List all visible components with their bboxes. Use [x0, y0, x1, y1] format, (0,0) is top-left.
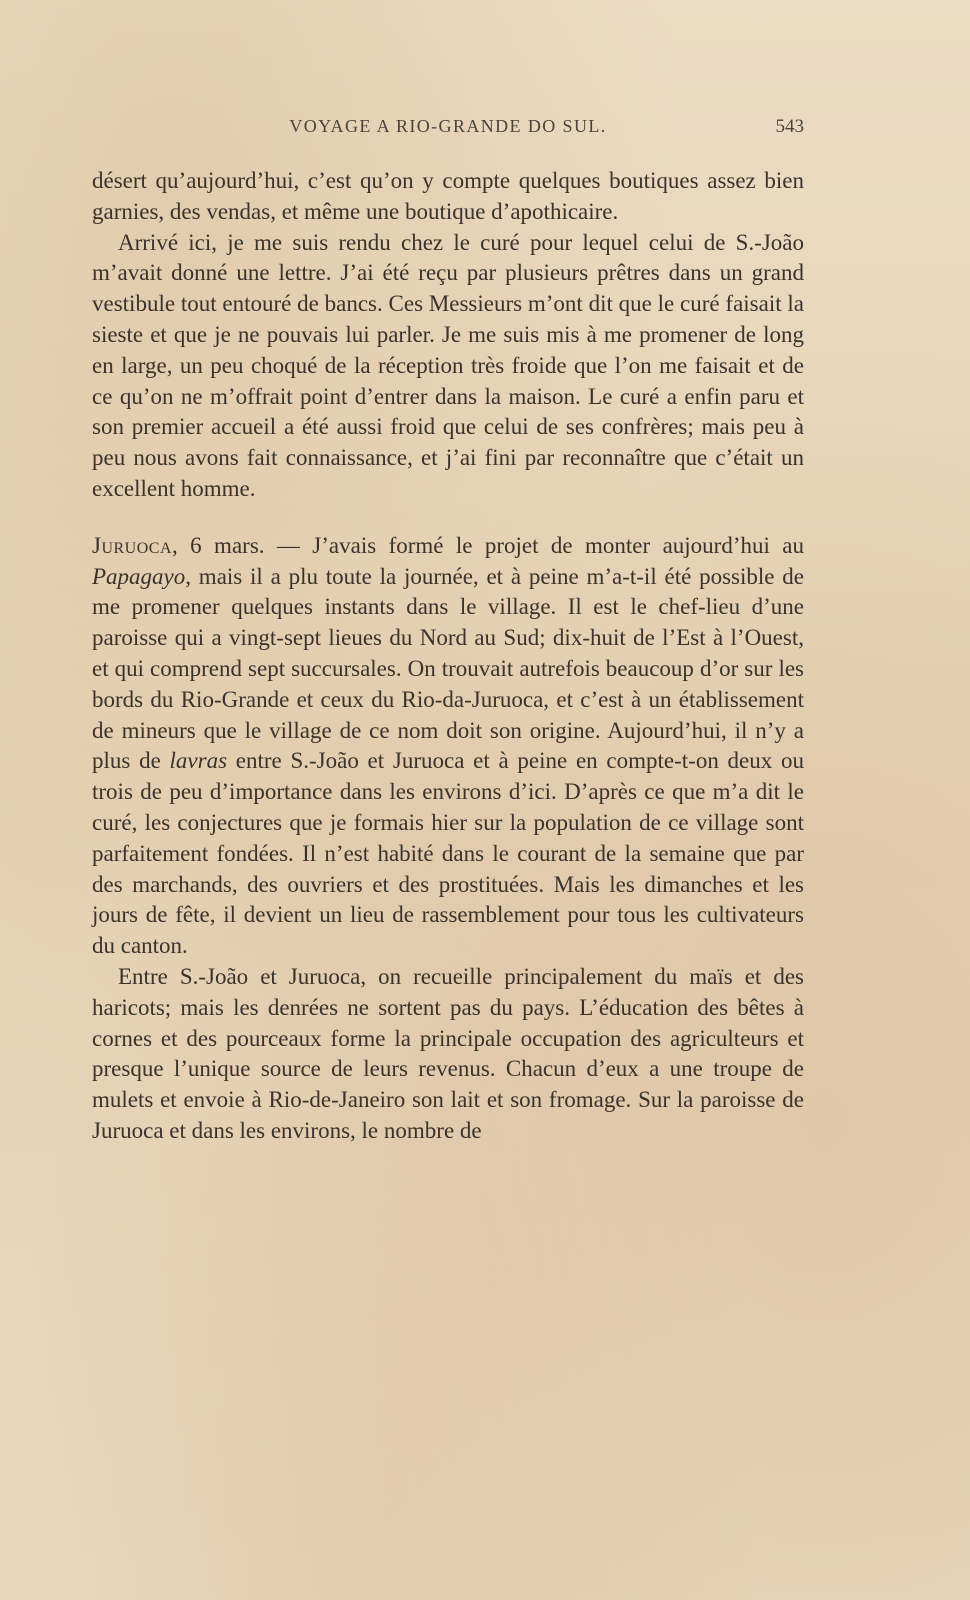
italic-term-papagayo: Papagayo, — [92, 563, 192, 589]
italic-term-lavras: lavras — [169, 748, 228, 774]
paragraph-3 — [92, 531, 804, 962]
paragraph-3-text-a: , 6 mars. — J’avais formé le projet de monter aujourd’hui au — [172, 532, 804, 558]
paragraph-3-text-c: entre S.-João et Juruoca et à peine en compte-t-on deux ou trois de peu d’importance dans les environs d’ici. D’après ce que m’a dit le curé, les conjectures que je formais hier sur la population de ce village sont parfaitement fondées. Il n’est habité dans le courant de la semaine que par des marchands, des ouvriers et des prostituées. Mais les dimanches et les jours de fête, il devient un lieu de rassemblement pour tous les cultivateurs du canton. — [92, 748, 804, 959]
page-number: 543 — [775, 116, 804, 137]
place-name: Juruoca — [92, 532, 173, 558]
paragraph-1: désert qu’aujourd’hui, c’est qu’on y compte quelques boutiques assez bien garnies, des vendas, et même une boutique d’apothicaire. — [92, 168, 804, 224]
running-title: VOYAGE A RIO-GRANDE DO SUL. — [289, 116, 607, 136]
paragraph-3-text-b: mais il a plu toute la journée, et à peine m’a-t-il été possible de me promener quelques instants dans le village. Il est le chef-lieu d’une paroisse qui a vingt-sept lieues du Nord au Sud; dix-huit de l’Est à l’Ouest, et qui comprend sept succursales. On trouvait autrefois beaucoup d’or sur les bords du Rio-Grande et ceux du Rio-da-Juruoca, et c’est à un établissement de mineurs que le village de ce nom doit son origine. Aujourd’hui, il n’y a plus de — [92, 563, 804, 774]
paragraph-2: Arrivé ici, je me suis rendu chez le curé pour lequel celui de S.-João m’avait donné une lettre. J’ai été reçu par plusieurs prêtres dans un grand vestibule tout entouré de bancs. Ces Messieurs m’ont dit que le curé faisait la sieste et que je ne pouvais lui parler. Je me suis mis à me promener de long en large, un peu choqué de la réception très froide que l’on me faisait et de ce qu’on ne m’offrait point d’entrer dans la maison. Le curé a enfin paru et son premier accueil a été aussi froid que celui de ses confrères; mais peu à peu nous avons fait connaissance, et j’ai fini par reconnaître que c’était un excellent homme. — [92, 229, 804, 501]
paragraph-4: Entre S.-João et Juruoca, on recueille principalement du maïs et des haricots; mais les denrées ne sortent pas du pays. L’éducation des bêtes à cornes et des pourceaux forme la principale occupation des agriculteurs et presque l’unique source de leurs revenus. Chacun d’eux a une troupe de mulets et envoie à Rio-de-Janeiro son lait et son fromage. Sur la paroisse de Juruoca et dans les environs, le nombre de — [92, 963, 804, 1143]
running-head — [92, 116, 804, 142]
body-text — [92, 166, 804, 1147]
